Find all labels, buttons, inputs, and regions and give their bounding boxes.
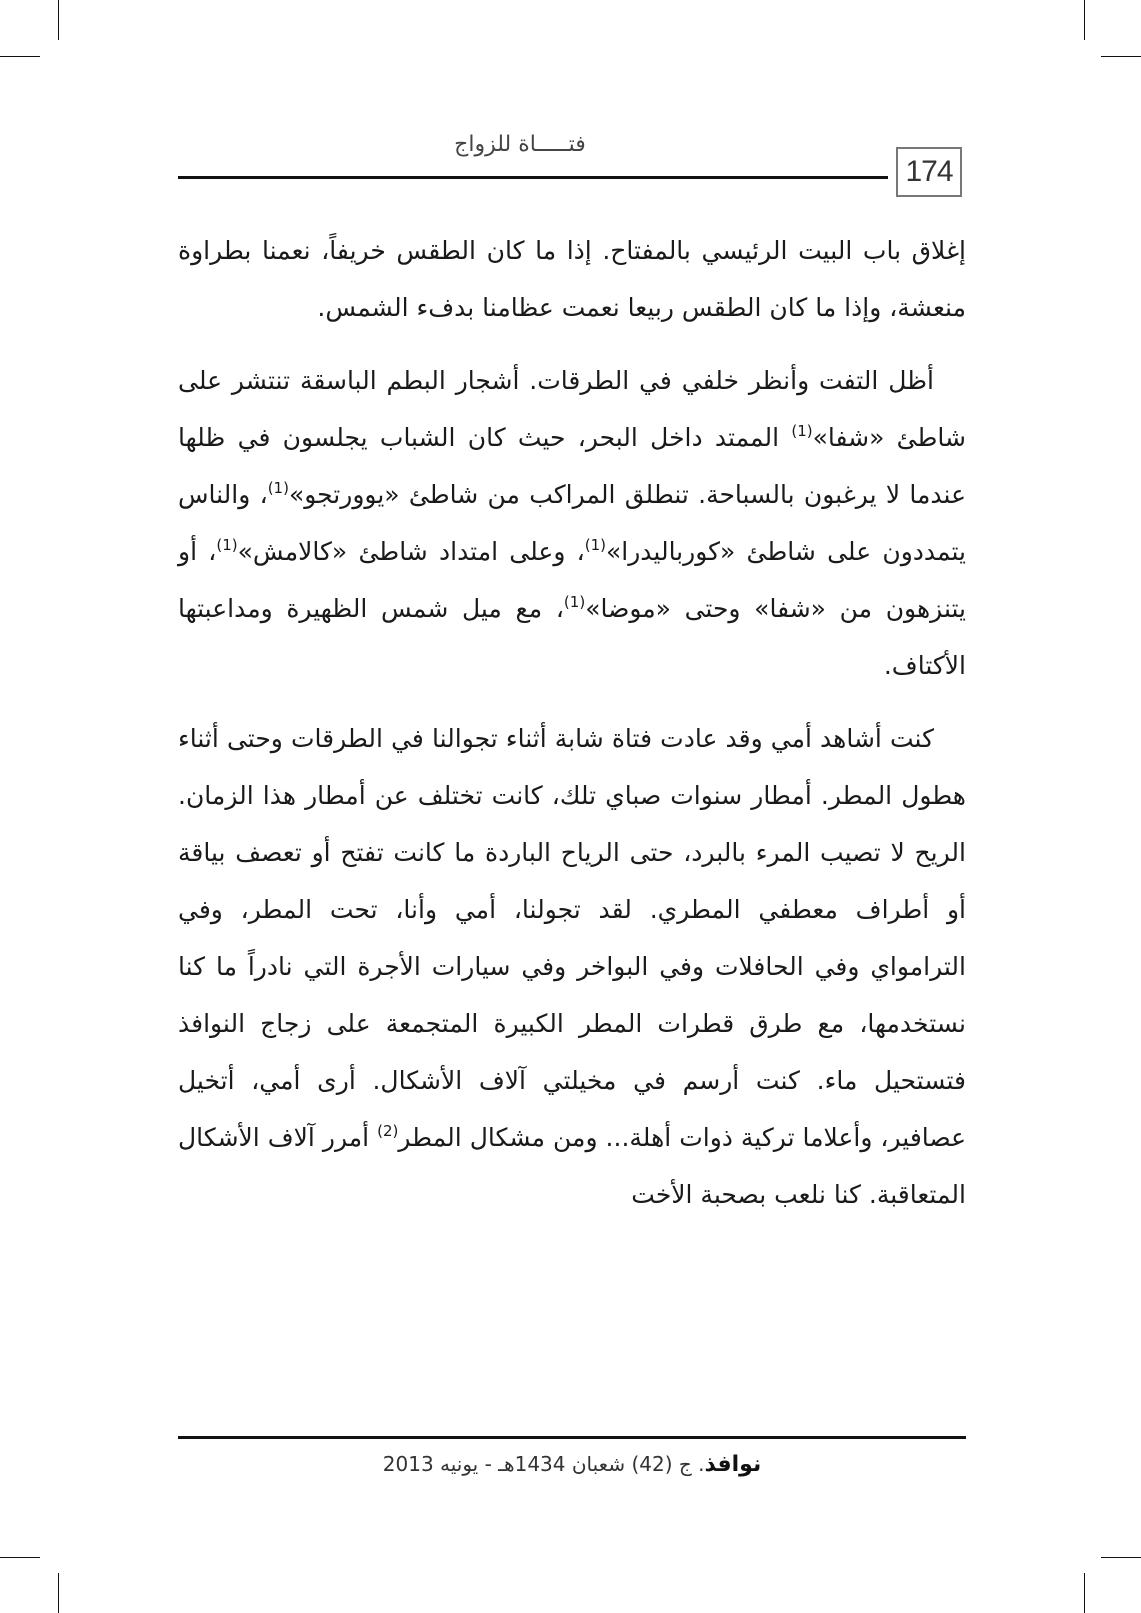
article-body [178,222,966,1223]
header-rule [178,176,888,179]
text-run: أمرر آلاف الأشكال المتعاقبة. كنا نلعب بصحبة الأخت [178,1123,966,1209]
footnote-ref: (1) [267,479,289,497]
crop-mark [58,1573,59,1613]
text-run: ، وعلى امتداد شاطئ «كالامش» [237,537,585,566]
paragraph-2 [178,352,966,694]
text-run: ، والناس يتمددون على شاطئ «كورباليدرا» [178,480,966,566]
footnote-ref: (1) [563,593,586,611]
crop-mark [0,1557,40,1558]
text-run: كنت أشاهد أمي وقد عادت فتاة شابة أثناء تجوالنا في الطرقات وحتى أثناء هطول المطر. أمطار سنوات صباي تلك، كانت تختلف عن أمطار هذا الزمان. الريح لا تصيب المرء بالبرد، حتى الرياح الباردة ما كانت تفتح أو تعصف بياقة أو أطراف معطفي المطري. لقد تجولنا، أمي وأنا، تحت المطر، وفي الترامواي وفي الحافلات وفي البواخر وفي سيارات الأجرة التي نادراً ما كنا نستخدمها، مع طرق قطرات المطر الكبيرة المتجمعة على زجاج النوافذ فتستحيل ماء. كنت أرسم في مخيلتي آلاف الأشكال. أرى أمي، أتخيل عصافير، وأعلاما تركية ذوات أهلة... ومن مشكال المطر [178,724,966,1152]
running-title: فتـــــاة للزواج [454,132,586,157]
crop-mark [1101,56,1141,57]
footnote-ref: (1) [791,422,813,440]
text-run: أظل التفت وأنظر خلفي في الطرقات. أشجار البطم الباسقة تنتشر على شاطئ «شفا» [178,366,966,452]
text-run: ، مع ميل شمس الظهيرة ومداعبتها الأكتاف. [178,594,966,680]
footer [178,1452,966,1477]
crop-mark [1084,1573,1085,1613]
journal-brand: نوافذ [704,1452,762,1477]
crop-mark [1101,1557,1141,1558]
crop-mark [0,56,40,57]
paragraph-3 [178,710,966,1223]
text-run: ، أو يتنزهون من «شفا» وحتى «موضا» [178,537,966,623]
paragraph-1: إغلاق باب البيت الرئيسي بالمفتاح. إذا ما كان الطقس خريفاً، نعمنا بطراوة منعشة، وإذا ما كان الطقس ربيعا نعمت عظامنا بدفء الشمس. [178,236,966,322]
footnote-ref: (1) [584,536,606,554]
crop-mark [1084,0,1085,40]
text-run: الممتد داخل البحر، حيث كان الشباب يجلسون في ظلها عندما لا يرغبون بالسباحة. تنطلق المراكب من شاطئ «يوورتجو» [178,423,966,509]
crop-mark [58,0,59,40]
footnote-ref: (1) [216,536,238,554]
footnote-ref: (2) [377,1122,399,1140]
page-number: 174 [896,147,962,197]
footer-rule [178,1436,966,1439]
issue-info: . ج (42) شعبان 1434هـ - يونيه 2013 [382,1452,705,1476]
